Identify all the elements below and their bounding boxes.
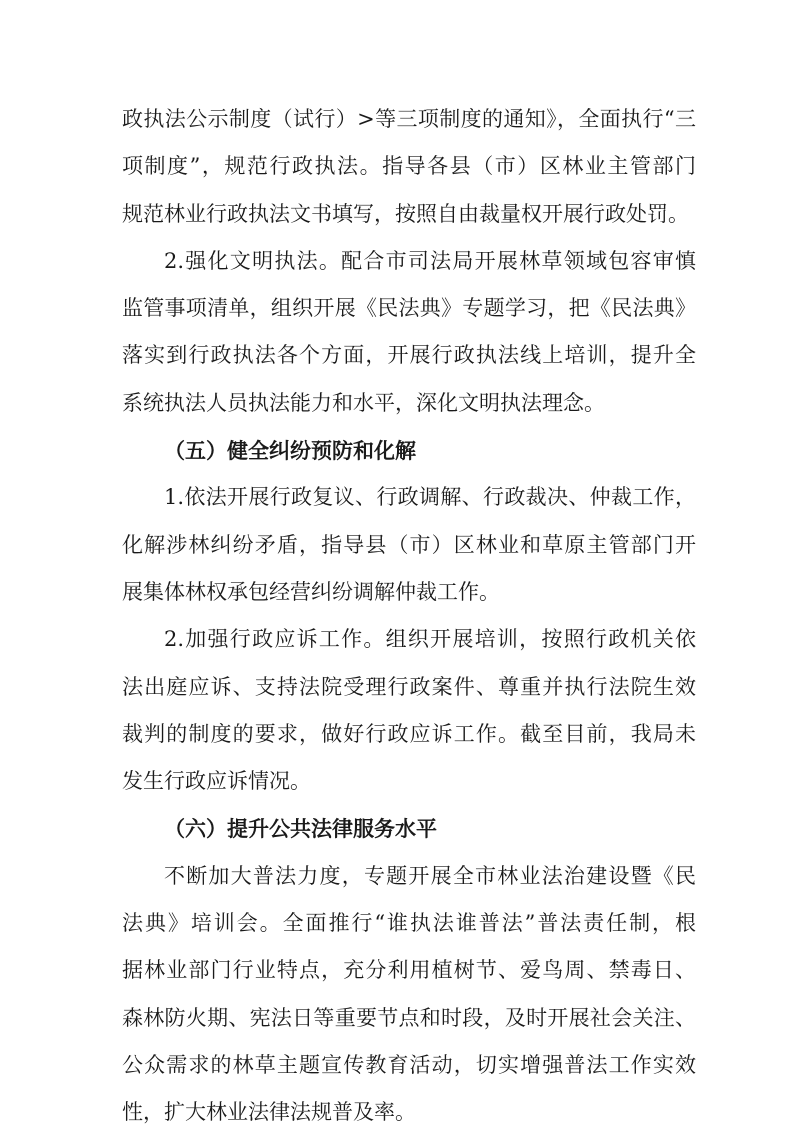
paragraph-line: 发生行政应诉情况。 bbox=[122, 769, 311, 794]
paragraph-line: 规范林业行政执法文书填写，按照自由裁量权开展行政处罚。 bbox=[122, 201, 689, 226]
paragraph-line: 公众需求的林草主题宣传教育活动，切实增强普法工作实效 bbox=[122, 1052, 696, 1077]
paragraph-line: 法出庭应诉、支持法院受理行政案件、尊重并执行法院生效 bbox=[122, 674, 696, 699]
paragraph-line: 监管事项清单，组织开展《民法典》专题学习，把《民法典》 bbox=[122, 296, 696, 321]
paragraph-line: 2.加强行政应诉工作。组织开展培训，按照行政机关依 bbox=[164, 627, 696, 652]
paragraph-line: 系统执法人员执法能力和水平，深化文明执法理念。 bbox=[122, 390, 605, 415]
paragraph-line: 据林业部门行业特点，充分利用植树节、爱鸟周、禁毒日、 bbox=[122, 958, 696, 983]
paragraph-line: 落实到行政执法各个方面，开展行政执法线上培训，提升全 bbox=[122, 343, 696, 368]
paragraph-line: 项制度”，规范行政执法。指导各县（市）区林业主管部门 bbox=[122, 154, 696, 179]
paragraph-line: 1.依法开展行政复议、行政调解、行政裁决、仲裁工作， bbox=[164, 485, 696, 510]
section-heading-6: （六）提升公共法律服务水平 bbox=[164, 816, 437, 842]
paragraph-line: 政执法公示制度（试行）>等三项制度的通知》，全面执行“三 bbox=[122, 107, 696, 131]
paragraph-line: 性，扩大林业法律法规普及率。 bbox=[122, 1100, 416, 1125]
paragraph-line: 化解涉林纠纷矛盾，指导县（市）区林业和草原主管部门开 bbox=[122, 532, 696, 557]
paragraph-line: 展集体林权承包经营纠纷调解仲裁工作。 bbox=[122, 579, 500, 604]
paragraph-line: 法典》培训会。全面推行“谁执法谁普法”普法责任制，根 bbox=[122, 911, 696, 936]
paragraph-line: 2.强化文明执法。配合市司法局开展林草领域包容审慎 bbox=[164, 248, 696, 273]
paragraph-line: 裁判的制度的要求，做好行政应诉工作。截至目前，我局未 bbox=[122, 721, 696, 746]
document-body bbox=[122, 96, 696, 1137]
paragraph-line: 不断加大普法力度，专题开展全市林业法治建设暨《民 bbox=[164, 863, 696, 888]
paragraph-line: 森林防火期、宪法日等重要节点和时段，及时开展社会关注、 bbox=[122, 1005, 696, 1030]
section-heading-5: （五）健全纠纷预防和化解 bbox=[164, 438, 416, 464]
